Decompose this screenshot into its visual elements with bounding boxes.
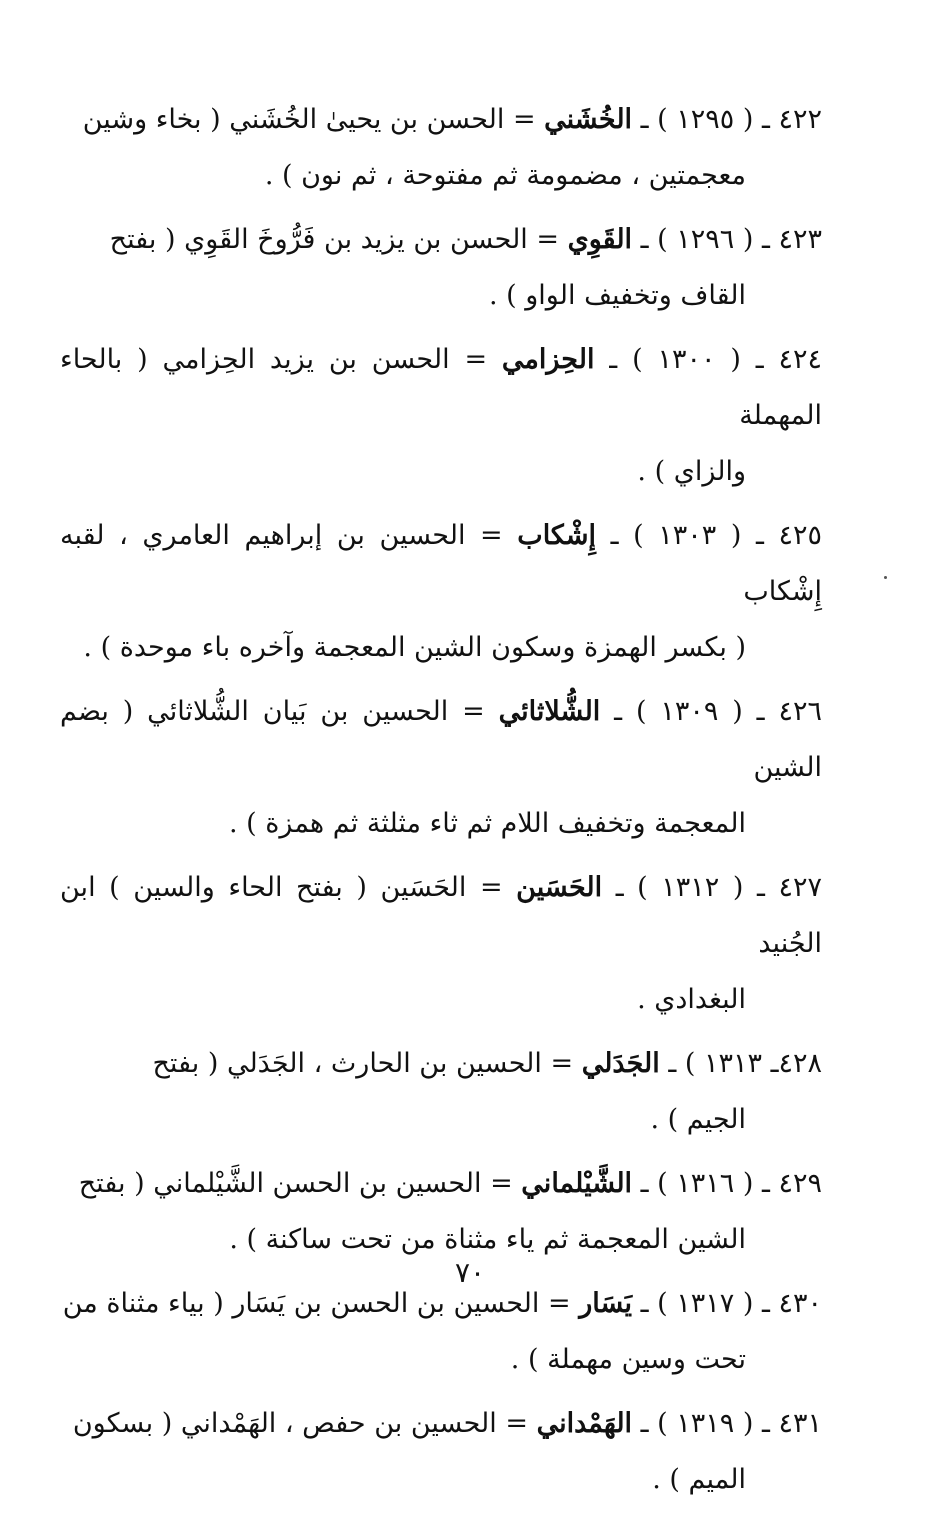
entry-continuation: الشين المعجمة ثم ياء مثناة من تحت ساكنة ) . <box>229 1224 746 1255</box>
entry-term: الحَسَين <box>516 872 603 903</box>
entry-continuation: المعجمة وتخفيف اللام ثم ثاء مثلثة ثم همزة ) . <box>229 808 746 839</box>
entry-term: القَوِي <box>567 224 633 255</box>
entry-continuation: القاف وتخفيف الواو ) . <box>488 280 746 311</box>
entry-427 <box>60 860 822 1028</box>
entry-term: إِشْكاب <box>517 520 596 551</box>
entry-number: ٤٣١ ـ ( ١٣١٩ ) ـ <box>632 1408 822 1439</box>
entry-text: = الحسين بن بَيان الشُّلاثائي ( بضم الشين <box>60 696 822 783</box>
entry-424 <box>60 332 822 500</box>
entry-term: الشُّلاثائي <box>498 696 601 727</box>
entry-428 <box>60 1036 822 1148</box>
entry-continuation: تحت وسين مهملة ) . <box>510 1344 746 1375</box>
entry-text: = الحَسَين ( بفتح الحاء والسين ) ابن الجُنيد <box>60 872 822 959</box>
entry-continuation: ( بكسر الهمزة وسكون الشين المعجمة وآخره باء موحدة ) . <box>83 632 746 663</box>
entry-continuation: معجمتين ، مضمومة ثم مفتوحة ، ثم نون ) . <box>264 160 746 191</box>
page-number: ٧٠ <box>454 1256 486 1289</box>
entry-text: = الحسين بن حفص ، الهَمْداني ( بسكون <box>72 1408 537 1439</box>
entry-term: يَسَار <box>579 1288 633 1319</box>
entry-number: ٤٣٠ ـ ( ١٣١٧ ) ـ <box>632 1288 822 1319</box>
entry-430 <box>60 1276 822 1388</box>
entry-429 <box>60 1156 822 1268</box>
entry-425 <box>60 508 822 676</box>
entry-term: الجَدَلي <box>581 1048 660 1079</box>
entry-term: الخُشَني <box>544 104 633 135</box>
entry-number: ٤٢٨ـ ١٣١٣ ) ـ <box>659 1048 822 1079</box>
entry-number: ٤٢٩ ـ ( ١٣١٦ ) ـ <box>632 1168 822 1199</box>
entry-text: = الحسين بن إبراهيم العامري ، لقبه إِشْكاب <box>60 520 822 607</box>
entry-number: ٤٢٥ ـ ( ١٣٠٣ ) ـ <box>595 520 822 551</box>
entry-continuation: البغدادي . <box>637 984 746 1015</box>
entry-number: ٤٢٢ ـ ( ١٢٩٥ ) ـ <box>632 104 822 135</box>
entry-text: = الحسن بن يزيد الحِزامي ( بالحاء المهملة <box>60 344 822 431</box>
entry-422 <box>60 92 822 204</box>
entry-423 <box>60 212 822 324</box>
entry-continuation: الجيم ) . <box>650 1104 746 1135</box>
entry-text: = الحسين بن الحارث ، الجَدَلي ( بفتح <box>152 1048 582 1079</box>
entry-continuation: الميم ) . <box>652 1464 746 1495</box>
entry-426 <box>60 684 822 852</box>
scan-speck <box>884 576 887 579</box>
entry-term: الحِزامي <box>501 344 595 375</box>
document-body <box>60 92 822 1516</box>
entry-number: ٤٢٤ ـ ( ١٣٠٠ ) ـ <box>594 344 822 375</box>
entry-text: = الحسن بن يحيىٰ الخُشَني ( بخاء وشين <box>82 104 545 135</box>
entry-term: الشَّيْلماني <box>521 1168 633 1199</box>
entry-number: ٤٢٣ ـ ( ١٢٩٦ ) ـ <box>632 224 822 255</box>
entry-431 <box>60 1396 822 1508</box>
entry-number: ٤٢٦ ـ ( ١٣٠٩ ) ـ <box>600 696 822 727</box>
entry-term: الهَمْداني <box>536 1408 633 1439</box>
entry-text: = الحسين بن الحسن الشَّيْلماني ( بفتح <box>78 1168 522 1199</box>
entry-continuation: والزاي ) . <box>637 456 746 487</box>
entry-text: = الحسن بن يزيد بن فَرُّوخَ القَوِي ( بفتح <box>109 224 568 255</box>
entry-text: = الحسين بن الحسن بن يَسَار ( بياء مثناة من <box>62 1288 580 1319</box>
entry-number: ٤٢٧ ـ ( ١٣١٢ ) ـ <box>602 872 822 903</box>
